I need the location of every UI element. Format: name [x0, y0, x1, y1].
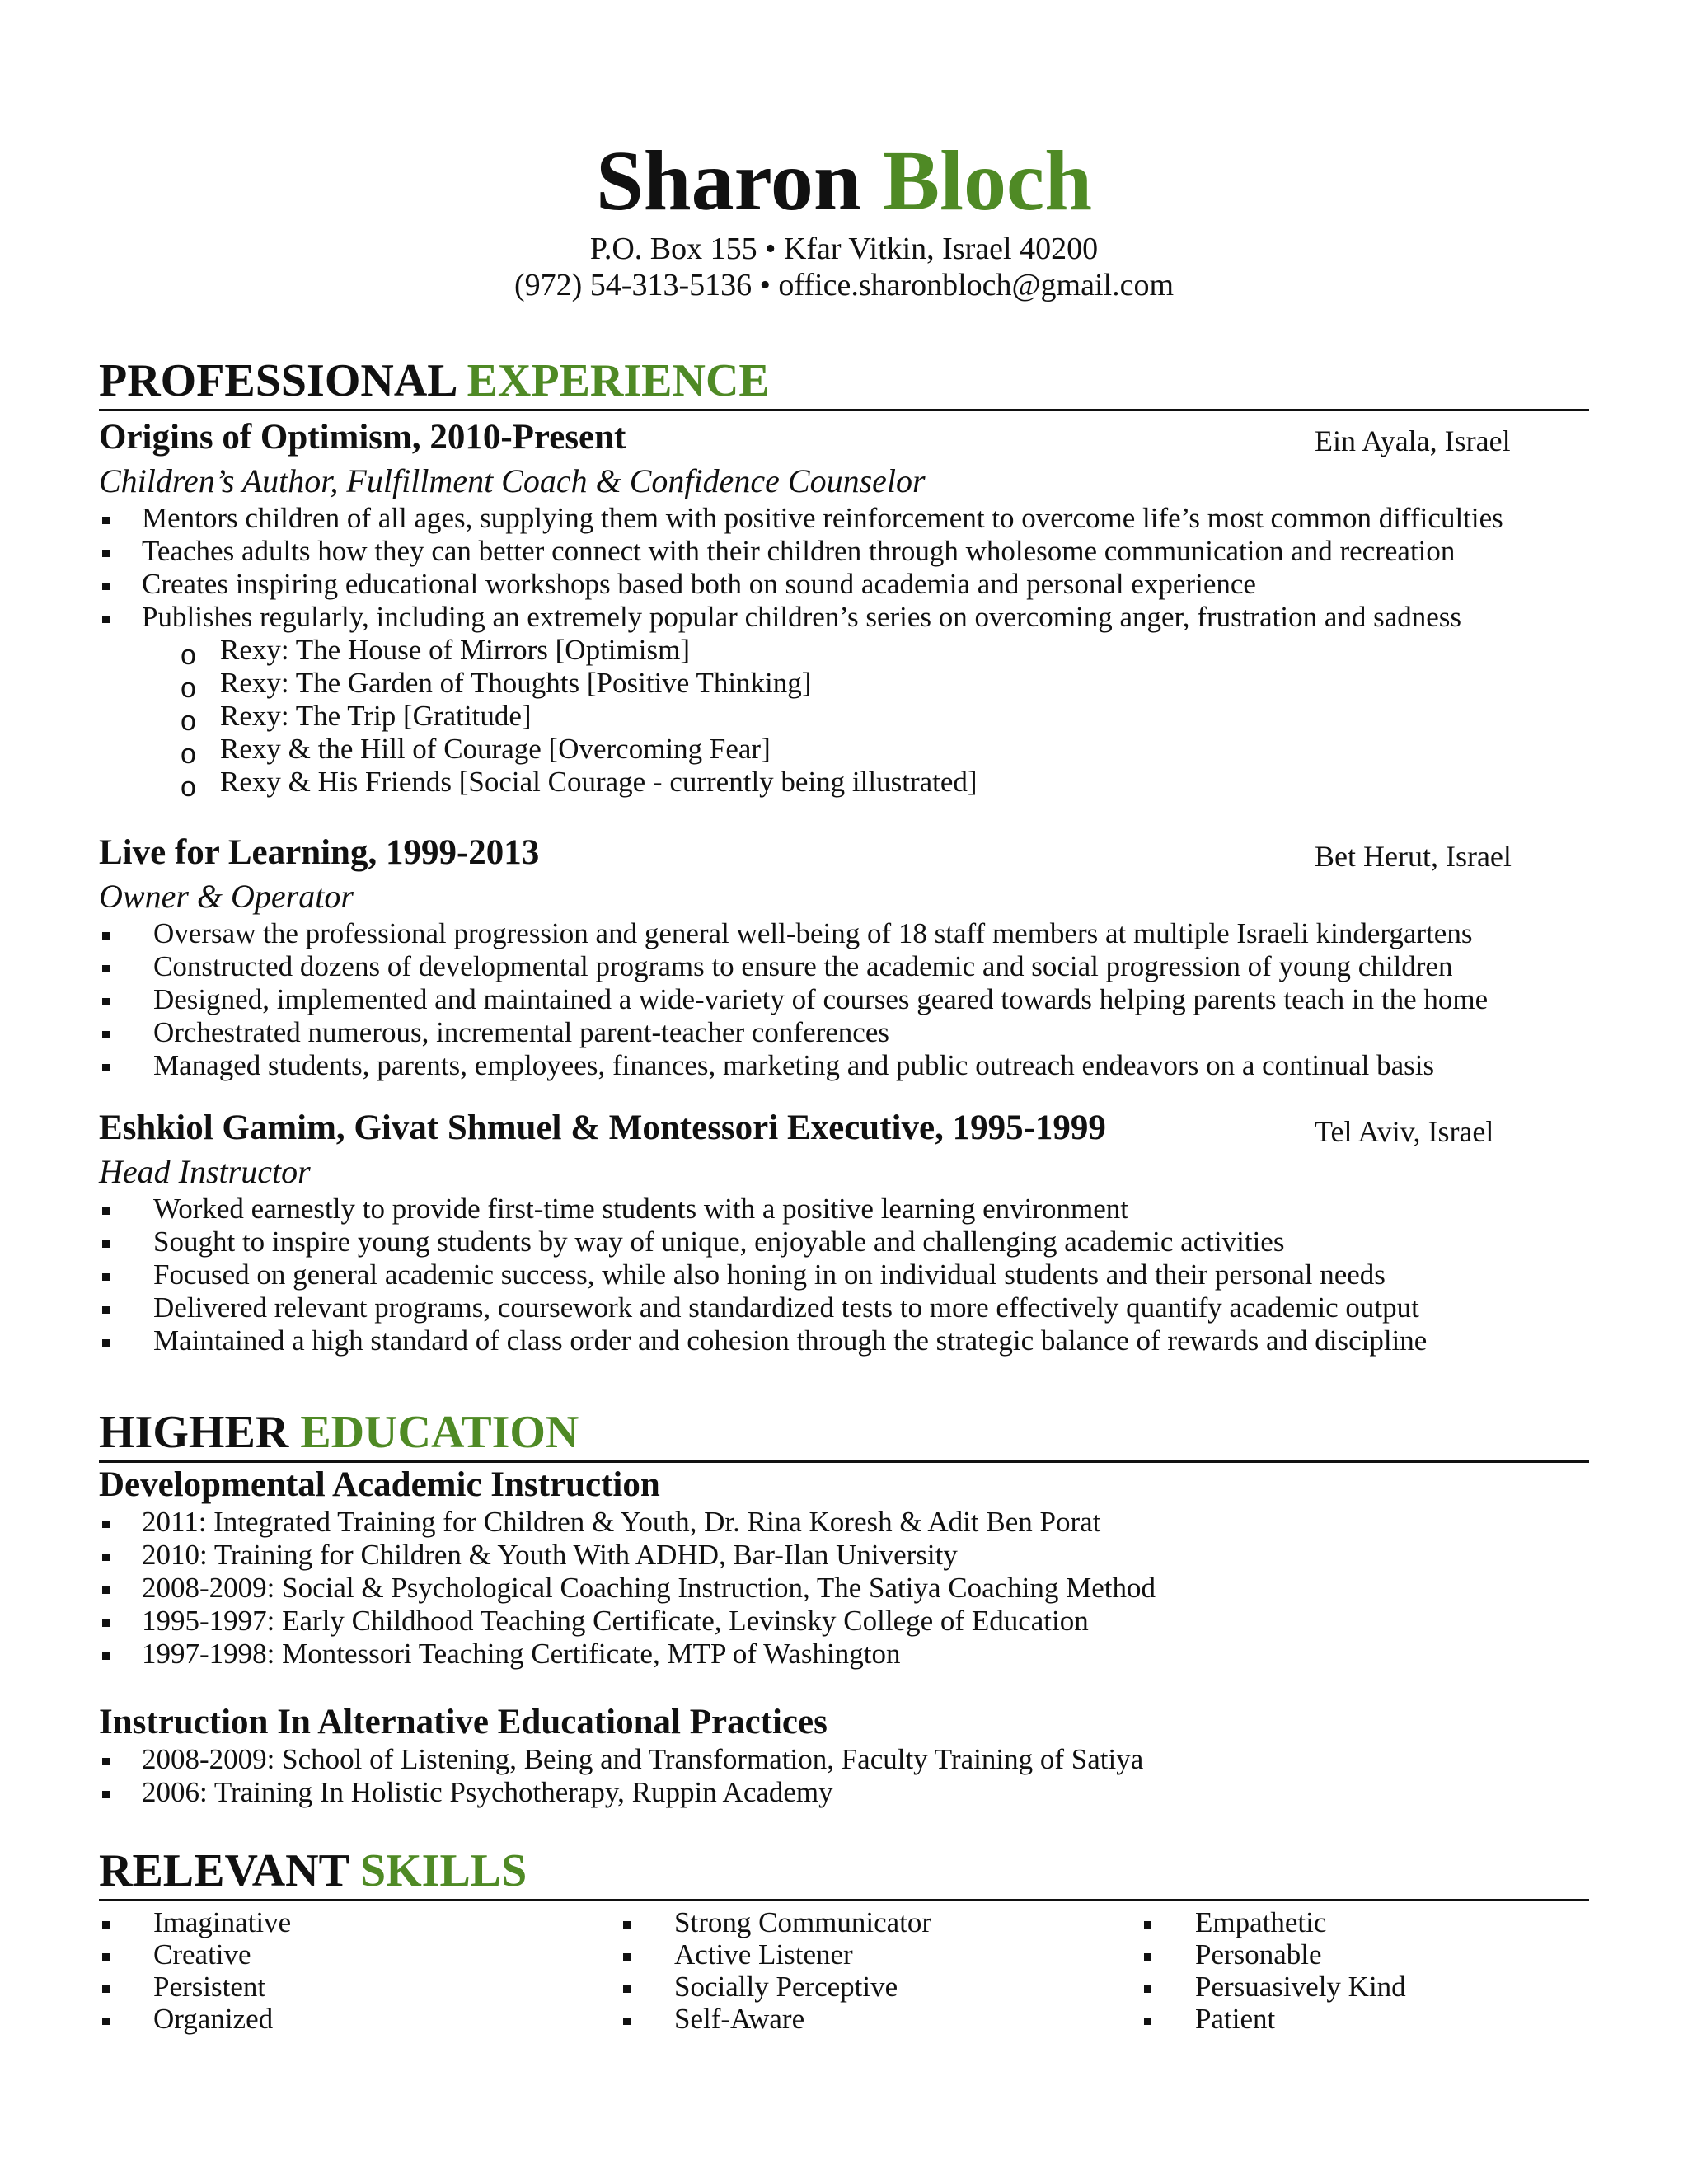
job-location: Ein Ayala, Israel [1315, 424, 1511, 457]
resume-header [0, 132, 1688, 303]
list-item: 2011: Integrated Training for Children & Youth, Dr. Rina Koresh & Adit Ben Porat [99, 1506, 1589, 1539]
job-role: Owner & Operator [99, 878, 354, 915]
education-group [99, 1465, 1589, 1671]
job-entry [99, 415, 1589, 803]
list-item: Delivered relevant programs, coursework and standardized tests to more effectively quantify academic output [99, 1291, 1589, 1324]
skills-column [99, 1906, 593, 2035]
education-section [99, 1406, 1589, 1809]
job-bullets [99, 1193, 1589, 1357]
list-item: Socially Perceptive [620, 1971, 1114, 2003]
list-item: Strong Communicator [620, 1906, 1114, 1938]
list-item: 2010: Training for Children & Youth With ADHD, Bar-Ilan University [99, 1539, 1589, 1572]
list-item: 1995-1997: Early Childhood Teaching Certificate, Levinsky College of Education [99, 1605, 1589, 1638]
last-name: Bloch [882, 134, 1093, 228]
list-item: Creative [99, 1938, 593, 1971]
skills-section-title: RELEVANT SKILLS [99, 1844, 1589, 1901]
job-organization: Origins of Optimism, 2010-Present [99, 418, 626, 457]
list-item: o Rexy & His Friends [Social Courage - currently being illustrated] [181, 766, 978, 803]
job-location: Bet Herut, Israel [1315, 840, 1512, 873]
list-item: 1997-1998: Montessori Teaching Certificate, MTP of Washington [99, 1638, 1589, 1671]
job-role: Children’s Author, Fulfillment Coach & Confidence Counselor [99, 462, 926, 499]
job-organization: Eshkiol Gamim, Givat Shmuel & Montessori Executive, 1995-1999 [99, 1108, 1106, 1147]
list-item: Designed, implemented and maintained a wide-variety of courses geared towards helping parents teach in the home [99, 983, 1589, 1016]
list-item: o Rexy & the Hill of Courage [Overcoming Fear] [181, 733, 771, 770]
list-item: Personable [1141, 1938, 1635, 1971]
list-item: Worked earnestly to provide first-time students with a positive learning environment [99, 1193, 1589, 1226]
list-item: o Rexy: The Trip [Gratitude] [181, 700, 532, 737]
list-item: Teaches adults how they can better connect with their children through wholesome communication and recreation [99, 535, 1589, 568]
job-bullets [99, 502, 1589, 634]
job-entry [99, 1105, 1589, 1357]
education-group-heading: Developmental Academic Instruction [99, 1465, 660, 1504]
list-item: Managed students, parents, employees, finances, marketing and public outreach endeavors on a continual basis [99, 1049, 1589, 1082]
list-item: Creates inspiring educational workshops based both on sound academia and personal experience [99, 568, 1589, 601]
list-item: Self-Aware [620, 2003, 1114, 2035]
education-section-title: HIGHER EDUCATION [99, 1406, 1589, 1463]
job-bullets [99, 917, 1589, 1082]
job-entry [99, 830, 1589, 1082]
education-items [99, 1743, 1589, 1809]
skills-column [620, 1906, 1114, 2035]
list-item: Mentors children of all ages, supplying them with positive reinforcement to overcome life’s most common difficulties [99, 502, 1589, 535]
education-group [99, 1702, 1589, 1809]
skills-section [99, 1844, 1589, 2041]
list-item: Sought to inspire young students by way of unique, enjoyable and challenging academic activities [99, 1226, 1589, 1258]
list-item: Constructed dozens of developmental programs to ensure the academic and social progression of young children [99, 950, 1589, 983]
experience-section [99, 354, 1589, 1357]
list-item: Patient [1141, 2003, 1635, 2035]
job-location: Tel Aviv, Israel [1315, 1115, 1494, 1148]
education-group-heading: Instruction In Alternative Educational Practices [99, 1703, 828, 1741]
list-item: o Rexy: The Garden of Thoughts [Positive Thinking] [181, 667, 812, 704]
list-item: 2008-2009: School of Listening, Being and Transformation, Faculty Training of Satiya [99, 1743, 1589, 1776]
skills-column [1141, 1906, 1635, 2035]
phone-email-line: (972) 54-313-5136 • office.sharonbloch@gmail.com [513, 268, 1175, 302]
list-item: Persistent [99, 1971, 593, 2003]
candidate-name [0, 132, 1688, 231]
list-item: Focused on general academic success, while also honing in on individual students and their personal needs [99, 1258, 1589, 1291]
job-organization: Live for Learning, 1999-2013 [99, 833, 540, 872]
first-name: Sharon [595, 134, 861, 228]
list-item: Orchestrated numerous, incremental parent-teacher conferences [99, 1016, 1589, 1049]
list-item: Publishes regularly, including an extremely popular children’s series on overcoming anger, frustration and sadness [99, 601, 1589, 634]
book-list [99, 634, 1589, 803]
list-item: o Rexy: The House of Mirrors [Optimism] [181, 634, 690, 671]
list-item: Active Listener [620, 1938, 1114, 1971]
address-line: P.O. Box 155 • Kfar Vitkin, Israel 40200 [589, 232, 1099, 266]
list-item: Imaginative [99, 1906, 593, 1938]
list-item: Maintained a high standard of class order and cohesion through the strategic balance of rewards and discipline [99, 1324, 1589, 1357]
list-item: Persuasively Kind [1141, 1971, 1635, 2003]
list-item: Empathetic [1141, 1906, 1635, 1938]
list-item: 2008-2009: Social & Psychological Coaching Instruction, The Satiya Coaching Method [99, 1572, 1589, 1605]
list-item: Oversaw the professional progression and general well-being of 18 staff members at multiple Israeli kindergartens [99, 917, 1589, 950]
list-item: 2006: Training In Holistic Psychotherapy, Ruppin Academy [99, 1776, 1589, 1809]
job-role: Head Instructor [99, 1153, 311, 1190]
experience-section-title: PROFESSIONAL EXPERIENCE [99, 354, 1589, 411]
list-item: Organized [99, 2003, 593, 2035]
education-items [99, 1506, 1589, 1671]
skills-columns [99, 1901, 1589, 2041]
